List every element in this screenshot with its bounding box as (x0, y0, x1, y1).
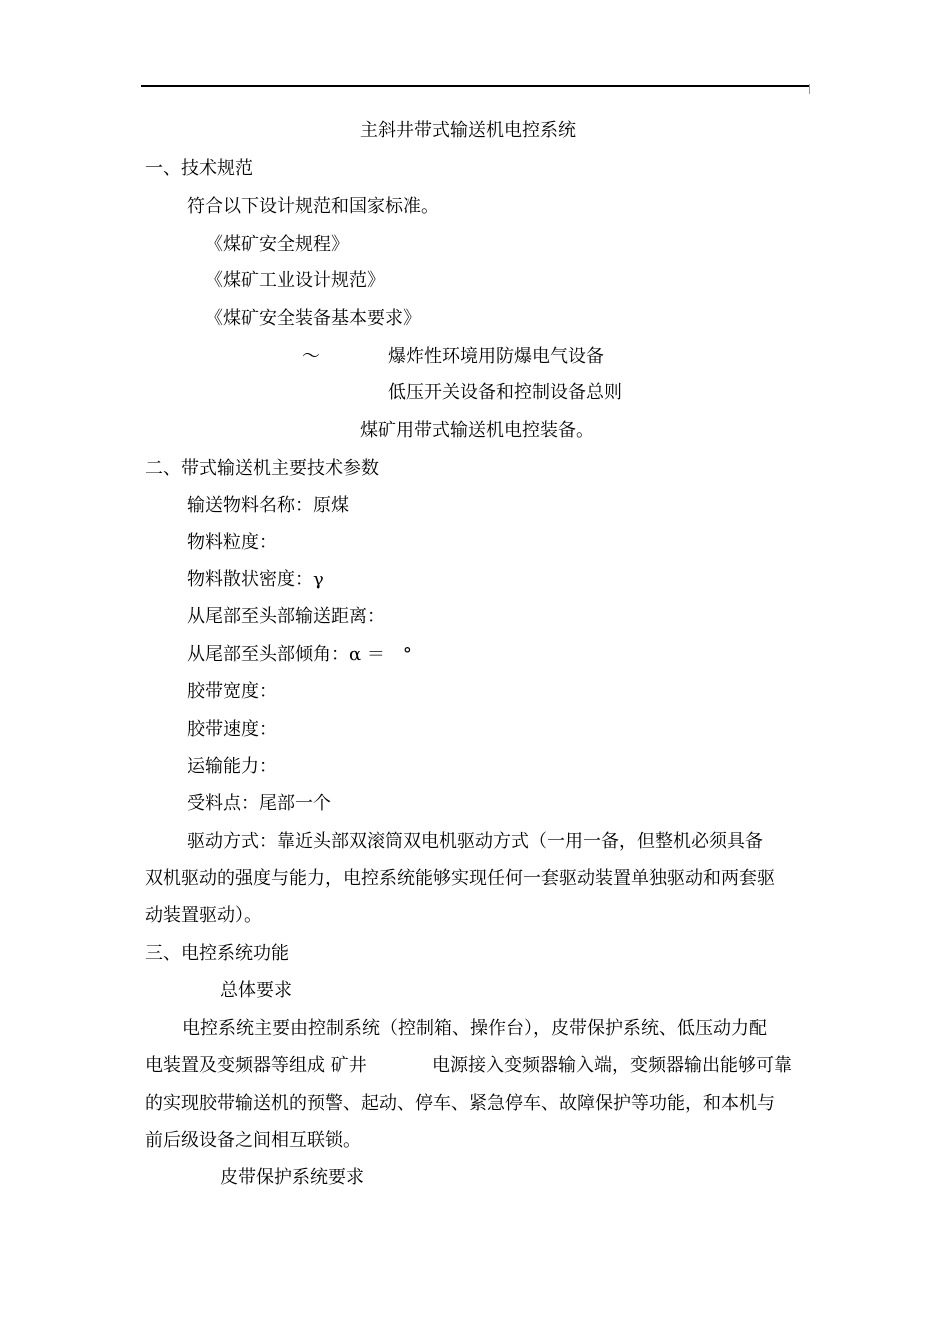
subheading: 总体要求 (220, 980, 292, 1001)
body-text: 电源接入变频器输入端，变频器输出能够可靠 (432, 1055, 792, 1076)
tilde-mark: ～ (302, 346, 320, 367)
param-item: 从尾部至头部输送距离： (187, 606, 385, 627)
drive-text: 双机驱动的强度与能力，电控系统能够实现任何一套驱动装置单独驱动和两套驱 (145, 868, 775, 889)
section3-heading: 三、电控系统功能 (145, 943, 289, 964)
param-item: 胶带速度： (187, 719, 277, 740)
body-text: 的实现胶带输送机的预警、起动、停车、紧急停车、故障保护等功能，和本机与 (145, 1093, 775, 1114)
param-item: 物料粒度： (187, 532, 277, 553)
subheading: 皮带保护系统要求 (220, 1167, 364, 1188)
body-text: 电控系统主要由控制系统（控制箱、操作台），皮带保护系统、低压动力配 (182, 1018, 767, 1039)
header-tick (809, 84, 810, 94)
standard-item: 爆炸性环境用防爆电气设备 (388, 346, 604, 367)
standard-item: 《煤矿安全装备基本要求》 (205, 308, 421, 329)
standard-item: 《煤矿安全规程》 (205, 234, 349, 255)
body-text: 电装置及变频器等组成 矿井 (145, 1055, 367, 1076)
standard-item: 煤矿用带式输送机电控装备。 (360, 420, 594, 441)
param-item: 从尾部至头部倾角：α ＝ ° (187, 644, 412, 665)
drive-text: 驱动方式：靠近头部双滚筒双电机驱动方式（一用一备，但整机必须具备 (187, 831, 763, 852)
param-item: 胶带宽度： (187, 681, 277, 702)
param-item: 运输能力： (187, 756, 277, 777)
standard-item: 低压开关设备和控制设备总则 (388, 382, 622, 403)
section2-heading: 二、带式输送机主要技术参数 (145, 458, 379, 479)
drive-text: 动装置驱动）。 (145, 905, 262, 926)
param-item: 物料散状密度：γ (187, 569, 324, 590)
param-item: 受料点：尾部一个 (187, 793, 331, 814)
section1-intro: 符合以下设计规范和国家标准。 (187, 196, 439, 217)
param-item: 输送物料名称：原煤 (187, 495, 349, 516)
header-rule (141, 85, 809, 87)
section1-heading: 一、技术规范 (145, 158, 253, 179)
standard-item: 《煤矿工业设计规范》 (205, 270, 385, 291)
body-text: 前后级设备之间相互联锁。 (145, 1130, 361, 1151)
document-title: 主斜井带式输送机电控系统 (360, 120, 576, 141)
